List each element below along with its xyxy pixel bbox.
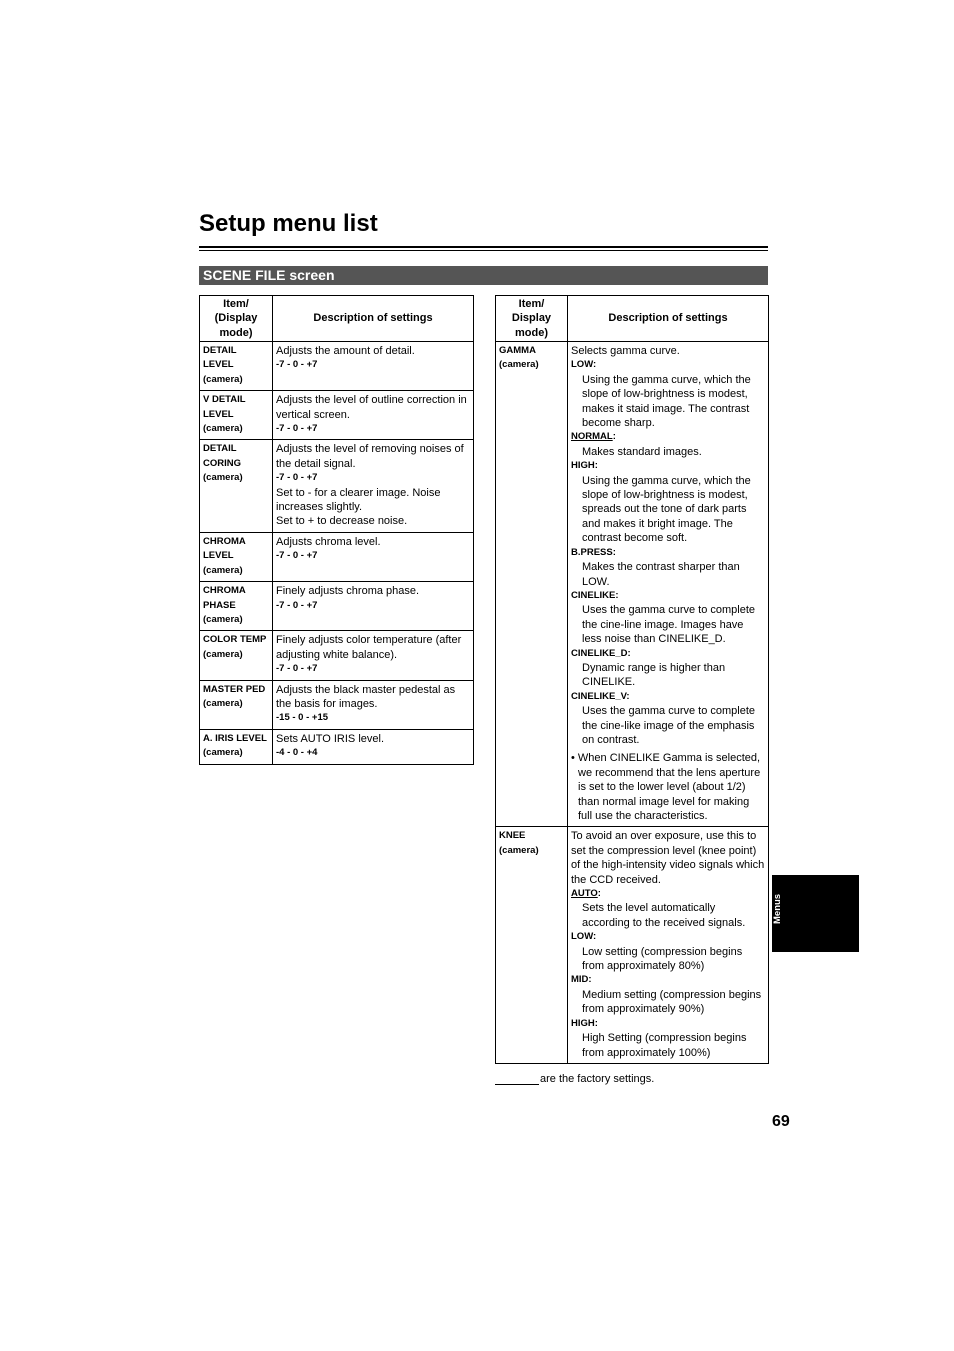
table-row [200, 391, 474, 440]
factory-settings-footnote [495, 1073, 654, 1085]
table-row [200, 582, 474, 631]
option-text: Uses the gamma curve to complete the cine-like image of the emphasis on contrast. [582, 705, 756, 746]
item-range: -15 - 0 - +15 [276, 712, 329, 724]
option-label: B.PRESS: [571, 546, 616, 558]
item-mode: (camera) [203, 697, 243, 709]
page-number: 69 [772, 1113, 790, 1130]
item-name: DETAIL LEVEL [203, 345, 237, 371]
right-settings-table [495, 295, 769, 1064]
item-mode: (camera) [203, 472, 243, 484]
option-label: CINELIKE_D: [571, 647, 631, 659]
table-row [200, 680, 474, 729]
option-text: Using the gamma curve, which the slope of low-brightness is modest, makes it staid image. The contrast become sharp. [582, 373, 751, 430]
item-description: Selects gamma curve. [571, 345, 680, 357]
option-text: Medium setting (compression begins from approximately 90%) [582, 988, 762, 1016]
table-row [200, 631, 474, 680]
item-description: Finely adjusts chroma phase. [276, 585, 420, 598]
option-label: CINELIKE: [571, 589, 619, 601]
item-name: KNEE [499, 830, 526, 842]
item-header: Item/ (Display mode) [200, 296, 273, 342]
item-description: Adjusts the level of outline correction in vertical screen. [276, 394, 467, 421]
description-header: Description of settings [568, 296, 769, 342]
item-note: Set to - for a clearer image. Noise increases slightly. [276, 486, 441, 514]
option-text: Low setting (compression begins from approximately 80%) [582, 945, 743, 973]
item-description: Adjusts the black master pedestal as the basis for images. [276, 683, 456, 710]
item-mode: (camera) [499, 844, 539, 856]
item-description: Adjusts the amount of detail. [276, 345, 415, 357]
item-description: To avoid an over exposure, use this to set the compression level (knee point) of the high-intensity video signals which the CCD received. [571, 830, 765, 886]
section-heading: SCENE FILE screen [199, 266, 768, 285]
item-range: -7 - 0 - +7 [276, 599, 318, 611]
option-label-default: AUTO: [571, 888, 601, 900]
option-text: Dynamic range is higher than CINELIKE. [582, 661, 726, 689]
option-label: CINELIKE_V: [571, 690, 630, 702]
item-mode: (camera) [203, 564, 243, 576]
default-marker: AUTO [571, 888, 598, 900]
default-marker: NORMAL [571, 431, 613, 443]
table-row-gamma [496, 342, 769, 827]
item-description: Finely adjusts color temperature (after adjusting white balance). [276, 634, 462, 661]
item-name: DETAIL CORING [203, 443, 241, 469]
table-row-knee [496, 827, 769, 1064]
item-note: Set to + to decrease noise. [276, 515, 408, 528]
item-description: Adjusts chroma level. [276, 535, 381, 548]
item-name: CHROMA LEVEL [203, 535, 246, 562]
item-mode: (camera) [499, 359, 539, 371]
option-text: Using the gamma curve, which the slope of low-brightness is modest, spreads out the tone of dark parts and makes it bright image. The contrast become soft. [582, 474, 751, 545]
item-mode: (camera) [203, 613, 243, 625]
title-rule-thin [199, 250, 768, 251]
option-label: HIGH: [571, 460, 598, 472]
item-description: Adjusts the level of removing noises of the detail signal. [276, 443, 464, 470]
item-header: Item/ Display mode) [496, 296, 568, 342]
option-text: High Setting (compression begins from approximately 100%) [582, 1032, 747, 1059]
option-text: Makes standard images. [582, 445, 702, 458]
option-label: MID: [571, 974, 592, 986]
item-name: CHROMA PHASE [203, 585, 246, 611]
title-rule-thick [199, 246, 768, 248]
option-label: LOW: [571, 931, 597, 943]
option-text: Makes the contrast sharper than LOW. [582, 561, 740, 588]
item-mode: (camera) [203, 747, 243, 759]
item-name: A. IRIS LEVEL [203, 732, 267, 744]
item-name: V DETAIL LEVEL [203, 394, 246, 420]
item-mode: (camera) [203, 373, 243, 385]
page-title: Setup menu list [199, 210, 378, 237]
side-tab-label: Menus [772, 893, 783, 925]
note-bullet: • When CINELIKE Gamma is selected, we recommend that the lens aperture is set to the lower level (about 1/2) than normal image level for making full use the characteristics. [571, 752, 761, 822]
item-mode: (camera) [203, 648, 243, 660]
item-range: -7 - 0 - +7 [276, 472, 318, 484]
description-header: Description of settings [273, 296, 474, 342]
table-row [200, 729, 474, 764]
item-range: -7 - 0 - +7 [276, 423, 318, 435]
option-label: HIGH: [571, 1017, 598, 1029]
option-text: Sets the level automatically according to the received signals. [582, 902, 746, 929]
menus-side-tab [772, 875, 859, 952]
table-row [200, 532, 474, 581]
option-label-default: NORMAL: [571, 431, 616, 443]
item-name: MASTER PED [203, 683, 266, 695]
option-text: Uses the gamma curve to complete the cine-line image. Images have less noise than CINELIKE_D. [582, 604, 756, 646]
option-label: LOW: [571, 359, 597, 371]
item-range: -7 - 0 - +7 [276, 663, 318, 675]
table-row [200, 342, 474, 391]
item-range: -7 - 0 - +7 [276, 359, 318, 371]
underline-sample [495, 1074, 539, 1085]
table-header-row [200, 296, 474, 342]
item-range: -7 - 0 - +7 [276, 550, 318, 562]
footnote-text: are the factory settings. [540, 1073, 655, 1085]
table-header-row [496, 296, 769, 342]
item-mode: (camera) [203, 423, 243, 435]
left-settings-table [199, 295, 474, 765]
item-range: -4 - 0 - +4 [276, 747, 318, 759]
item-name: GAMMA [499, 345, 536, 356]
table-row [200, 440, 474, 532]
item-name: COLOR TEMP [203, 634, 267, 646]
item-description: Sets AUTO IRIS level. [276, 732, 385, 745]
